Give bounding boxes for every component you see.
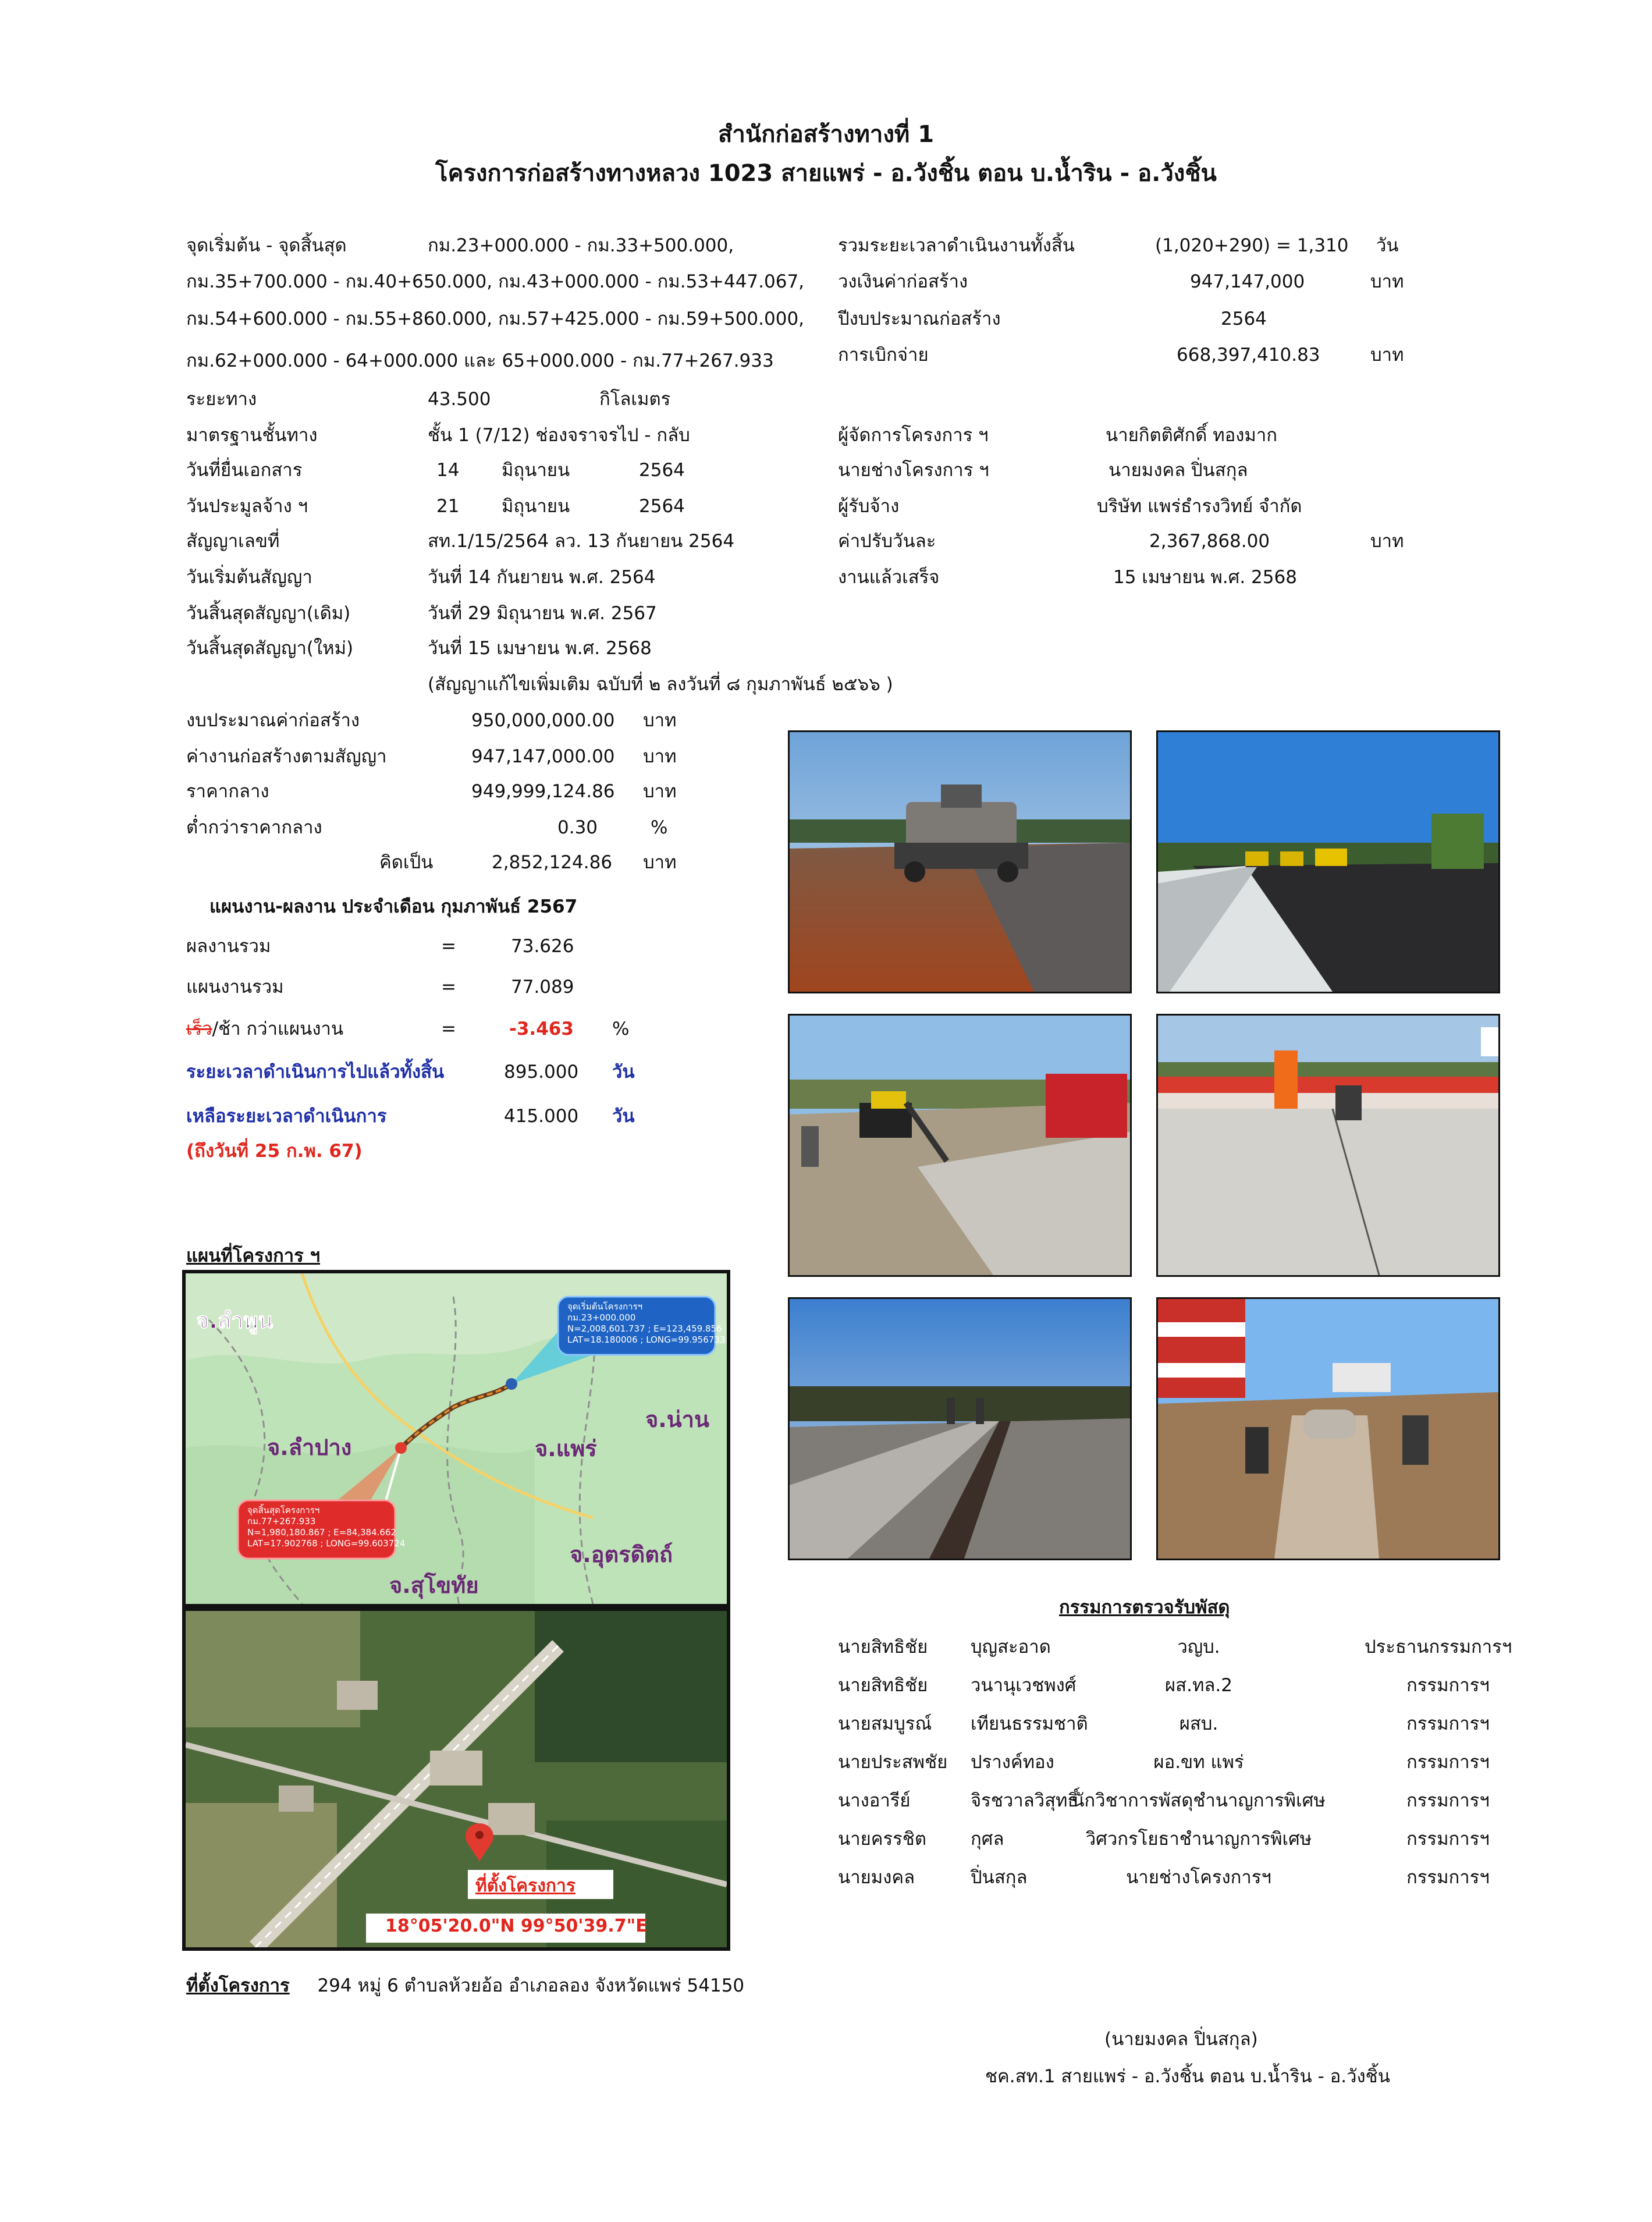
site-coordinates: 18°05'20.0"N 99°50'39.7"E bbox=[385, 1916, 648, 1936]
distance-value: 43.500 bbox=[428, 389, 491, 410]
location-address: 294 หมู่ 6 ตำบลห้วยอ้อ อำเภอลอง จังหวัดแพร่ 54150 bbox=[317, 1975, 745, 1996]
member-last-name: บุญสะอาด bbox=[971, 1637, 1051, 1657]
member-position: วญบ. bbox=[1177, 1637, 1220, 1657]
finish-value: 15 เมษายน พ.ศ. 2568 bbox=[1113, 567, 1297, 588]
member-first-name: นายสมบูรณ์ bbox=[838, 1713, 932, 1734]
bid-day: 21 bbox=[436, 496, 460, 517]
project-location bbox=[186, 1974, 744, 1997]
member-last-name: จิรชวาลวิสุทธิ์ bbox=[971, 1790, 1079, 1811]
plan-equals: = bbox=[441, 977, 456, 998]
map-label-phrae: จ.แพร่ bbox=[535, 1436, 597, 1461]
end-old-label: วันสิ้นสุดสัญญา(เดิม) bbox=[186, 603, 351, 624]
member-last-name: กุศล bbox=[971, 1829, 1004, 1850]
end-old-value: วันที่ 29 มิถุนายน พ.ศ. 2567 bbox=[428, 603, 657, 624]
member-position: ผอ.ขท แพร่ bbox=[1153, 1752, 1244, 1773]
diff-unit: % bbox=[612, 1018, 630, 1039]
actual-equals: = bbox=[441, 936, 456, 957]
money-below-label: ต่ำกว่าราคากลาง bbox=[186, 817, 322, 838]
committee-heading: กรรมการตรวจรับพัสดุ bbox=[1059, 1597, 1230, 1618]
signature-position: ชค.สท.1 สายแพร่ - อ.วังชิ้น ตอน บ.น้ำริน - อ.วังชิ้น bbox=[985, 2066, 1390, 2087]
money-budget-value: 950,000,000.00 bbox=[471, 710, 615, 731]
site-photo-4 bbox=[1156, 1014, 1500, 1277]
member-first-name: นายครรชิต bbox=[838, 1829, 926, 1850]
member-role: กรรมการฯ bbox=[1406, 1752, 1490, 1773]
km-line-3: กม.54+600.000 - กม.55+860.000, กม.57+425.000 - กม.59+500.000, bbox=[186, 308, 805, 329]
project-title: โครงการก่อสร้างทางหลวง 1023 สายแพร่ - อ.วังชิ้น ตอน บ.น้ำริน - อ.วังชิ้น bbox=[435, 160, 1217, 187]
standard-label: มาตรฐานชั้นทาง bbox=[186, 425, 318, 446]
member-position: ผสบ. bbox=[1179, 1713, 1218, 1734]
end-box-line-1: จุดสิ้นสุดโครงการฯ bbox=[247, 1505, 320, 1515]
map-heading: แผนที่โครงการ ฯ bbox=[186, 1245, 320, 1266]
member-role: กรรมการฯ bbox=[1406, 1829, 1490, 1850]
budget-unit: บาท bbox=[1370, 271, 1404, 292]
member-position: นักวิชาการพัสดุชำนาญการพิเศษ bbox=[1072, 1790, 1326, 1811]
member-position: วิศวกรโยธาชำนาญการพิเศษ bbox=[1085, 1829, 1312, 1850]
money-below-value: 0.30 bbox=[557, 817, 598, 838]
money-median-value: 949,999,124.86 bbox=[471, 781, 615, 802]
satellite-map[interactable] bbox=[182, 1607, 730, 1951]
diff-label bbox=[186, 1017, 343, 1041]
bid-date-label: วันประมูลจ้าง ฯ bbox=[186, 496, 308, 517]
end-box-line-3: N=1,980,180.867 ; E=84,384.662 bbox=[247, 1527, 397, 1538]
end-point-box bbox=[247, 1505, 405, 1549]
money-budget-unit: บาท bbox=[643, 710, 677, 731]
member-last-name: ปรางค์ทอง bbox=[971, 1752, 1054, 1773]
end-box-line-4: LAT=17.902768 ; LONG=99.603724 bbox=[247, 1538, 406, 1549]
start-box-line-2: กม.23+000.000 bbox=[567, 1312, 636, 1323]
map-label-nan: จ.น่าน bbox=[645, 1407, 709, 1432]
member-first-name: นายสิทธิชัย bbox=[838, 1675, 928, 1696]
money-median-unit: บาท bbox=[643, 781, 677, 802]
duration-value: (1,020+290) = 1,310 bbox=[1155, 235, 1349, 256]
map-label-lamphun: จ.ลำพูน bbox=[196, 1308, 273, 1333]
diff-value: -3.463 bbox=[509, 1018, 574, 1039]
remaining-label: เหลือระยะเวลาดำเนินการ bbox=[186, 1106, 387, 1127]
elapsed-label: ระยะเวลาดำเนินการไปแล้วทั้งสิ้น bbox=[186, 1062, 445, 1082]
distance-label: ระยะทาง bbox=[186, 389, 257, 410]
money-below-unit: % bbox=[651, 817, 668, 838]
budget-label: วงเงินค่าก่อสร้าง bbox=[838, 271, 968, 292]
duration-label: รวมระยะเวลาดำเนินงานทั้งสิ้น bbox=[838, 235, 1075, 256]
as-of-date: (ถึงวันที่ 25 ก.พ. 67) bbox=[186, 1141, 363, 1162]
fiscal-year-label: ปีงบประมาณก่อสร้าง bbox=[838, 308, 1001, 329]
contractor-value: บริษัท แพร่ธำรงวิทย์ จำกัด bbox=[1097, 496, 1302, 517]
engineer-label: นายช่างโครงการ ฯ bbox=[838, 460, 989, 481]
member-first-name: นางอารีย์ bbox=[838, 1790, 911, 1811]
member-last-name: เทียนธรรมชาติ bbox=[971, 1713, 1088, 1734]
diff-label-strike: เร็ว bbox=[186, 1018, 212, 1039]
remaining-value: 415.000 bbox=[504, 1106, 579, 1127]
member-role: กรรมการฯ bbox=[1406, 1867, 1490, 1888]
doc-date-label: วันที่ยื่นเอกสาร bbox=[186, 460, 303, 481]
start-box-line-3: N=2,008,601.737 ; E=123,459.856 bbox=[567, 1323, 722, 1334]
actual-value: 73.626 bbox=[511, 936, 574, 957]
member-last-name: วนานุเวชพงศ์ bbox=[971, 1675, 1077, 1696]
start-value: วันที่ 14 กันยายน พ.ศ. 2564 bbox=[428, 567, 656, 588]
member-role: กรรมการฯ bbox=[1406, 1713, 1490, 1734]
site-photo-1 bbox=[788, 730, 1132, 993]
signature-name: (นายมงคล ปิ่นสกุล) bbox=[1104, 2029, 1258, 2050]
km-line-4: กม.62+000.000 - 64+000.000 และ 65+000.000 - กม.77+267.933 bbox=[186, 350, 774, 371]
member-position: ผส.ทล.2 bbox=[1165, 1675, 1232, 1696]
map-label-lampang: จ.ลำปาง bbox=[267, 1435, 352, 1460]
doc-month: มิถุนายน bbox=[502, 460, 570, 481]
money-contract-value: 947,147,000.00 bbox=[471, 746, 615, 767]
member-first-name: นายประสพชัย bbox=[838, 1752, 948, 1773]
manager-label: ผู้จัดการโครงการ ฯ bbox=[838, 425, 989, 446]
money-equals-label: คิดเป็น bbox=[379, 852, 434, 873]
km-line-1: กม.23+000.000 - กม.33+500.000, bbox=[428, 235, 734, 256]
manager-value: นายกิตติศักดิ์ ทองมาก bbox=[1106, 425, 1278, 446]
actual-label: ผลงานรวม bbox=[186, 936, 271, 957]
member-first-name: นายมงคล bbox=[838, 1867, 915, 1888]
disbursed-value: 668,397,410.83 bbox=[1177, 345, 1320, 365]
money-budget-label: งบประมาณค่าก่อสร้าง bbox=[186, 710, 360, 731]
money-equals-unit: บาท bbox=[643, 852, 677, 873]
contract-value: สท.1/15/2564 ลว. 13 กันยายน 2564 bbox=[428, 531, 735, 552]
bid-month: มิถุนายน bbox=[502, 496, 570, 517]
route-map[interactable] bbox=[182, 1270, 730, 1607]
money-median-label: ราคากลาง bbox=[186, 781, 269, 802]
distance-unit: กิโลเมตร bbox=[599, 389, 671, 410]
money-contract-label: ค่างานก่อสร้างตามสัญญา bbox=[186, 746, 387, 767]
start-box-line-4: LAT=18.180006 ; LONG=99.956733 bbox=[567, 1334, 726, 1345]
end-new-value: วันที่ 15 เมษายน พ.ศ. 2568 bbox=[428, 638, 652, 659]
site-photo-3 bbox=[788, 1014, 1132, 1277]
member-role: กรรมการฯ bbox=[1406, 1675, 1490, 1696]
fiscal-year-value: 2564 bbox=[1221, 308, 1267, 329]
contractor-label: ผู้รับจ้าง bbox=[838, 496, 900, 517]
doc-year: 2564 bbox=[639, 460, 685, 481]
plan-label: แผนงานรวม bbox=[186, 977, 284, 998]
fine-value: 2,367,868.00 bbox=[1149, 531, 1270, 552]
member-position: นายช่างโครงการฯ bbox=[1126, 1867, 1271, 1888]
money-contract-unit: บาท bbox=[643, 746, 677, 767]
fine-label: ค่าปรับวันละ bbox=[838, 531, 936, 552]
bid-year: 2564 bbox=[639, 496, 685, 517]
budget-value: 947,147,000 bbox=[1190, 271, 1305, 292]
duration-unit: วัน bbox=[1376, 235, 1399, 256]
remaining-unit: วัน bbox=[612, 1106, 635, 1127]
km-line-2: กม.35+700.000 - กม.40+650.000, กม.43+000.000 - กม.53+447.067, bbox=[186, 271, 805, 292]
member-last-name: ปิ่นสกุล bbox=[971, 1867, 1028, 1888]
diff-label-rest: /ช้า กว่าแผนงาน bbox=[212, 1018, 344, 1039]
member-role: กรรมการฯ bbox=[1406, 1790, 1490, 1811]
contract-label: สัญญาเลขที่ bbox=[186, 531, 280, 552]
start-point-box bbox=[567, 1301, 725, 1346]
member-role: ประธานกรรมการฯ bbox=[1365, 1637, 1512, 1657]
elapsed-value: 895.000 bbox=[504, 1062, 579, 1082]
start-box-line-1: จุดเริ่มต้นโครงการฯ bbox=[567, 1301, 643, 1312]
amendment-note: (สัญญาแก้ไขเพิ่มเติม ฉบับที่ ๒ ลงวันที่ ๘ กุมภาพันธ์ ๒๕๖๖ ) bbox=[428, 674, 893, 695]
engineer-value: นายมงคล ปิ่นสกุล bbox=[1109, 460, 1248, 481]
site-photo-6 bbox=[1156, 1297, 1500, 1560]
start-end-label: จุดเริ่มต้น - จุดสิ้นสุด bbox=[186, 235, 347, 256]
money-equals-value: 2,852,124.86 bbox=[492, 852, 613, 873]
start-label: วันเริ่มต้นสัญญา bbox=[186, 567, 312, 588]
site-photo-2 bbox=[1156, 730, 1500, 993]
map-label-uttaradit: จ.อุตรดิตถ์ bbox=[570, 1542, 673, 1567]
end-new-label: วันสิ้นสุดสัญญา(ใหม่) bbox=[186, 638, 354, 659]
disbursed-label: การเบิกจ่าย bbox=[838, 345, 929, 365]
end-box-line-2: กม.77+267.933 bbox=[247, 1516, 316, 1527]
fine-unit: บาท bbox=[1370, 531, 1404, 552]
site-pin-label: ที่ตั้งโครงการ bbox=[475, 1876, 575, 1896]
office-title: สำนักก่อสร้างทางที่ 1 bbox=[717, 121, 935, 148]
member-first-name: นายสิทธิชัย bbox=[838, 1637, 928, 1657]
disbursed-unit: บาท bbox=[1370, 345, 1404, 365]
progress-heading: แผนงาน-ผลงาน ประจำเดือน กุมภาพันธ์ 2567 bbox=[209, 896, 578, 917]
site-photo-5 bbox=[788, 1297, 1132, 1560]
standard-value: ชั้น 1 (7/12) ช่องจราจรไป - กลับ bbox=[428, 425, 690, 446]
doc-day: 14 bbox=[436, 460, 460, 481]
plan-value: 77.089 bbox=[511, 977, 574, 998]
diff-equals: = bbox=[441, 1018, 456, 1039]
finish-label: งานแล้วเสร็จ bbox=[838, 567, 940, 588]
location-label: ที่ตั้งโครงการ bbox=[186, 1975, 290, 1996]
map-label-sukhothai: จ.สุโขทัย bbox=[389, 1573, 479, 1598]
elapsed-unit: วัน bbox=[612, 1062, 635, 1082]
